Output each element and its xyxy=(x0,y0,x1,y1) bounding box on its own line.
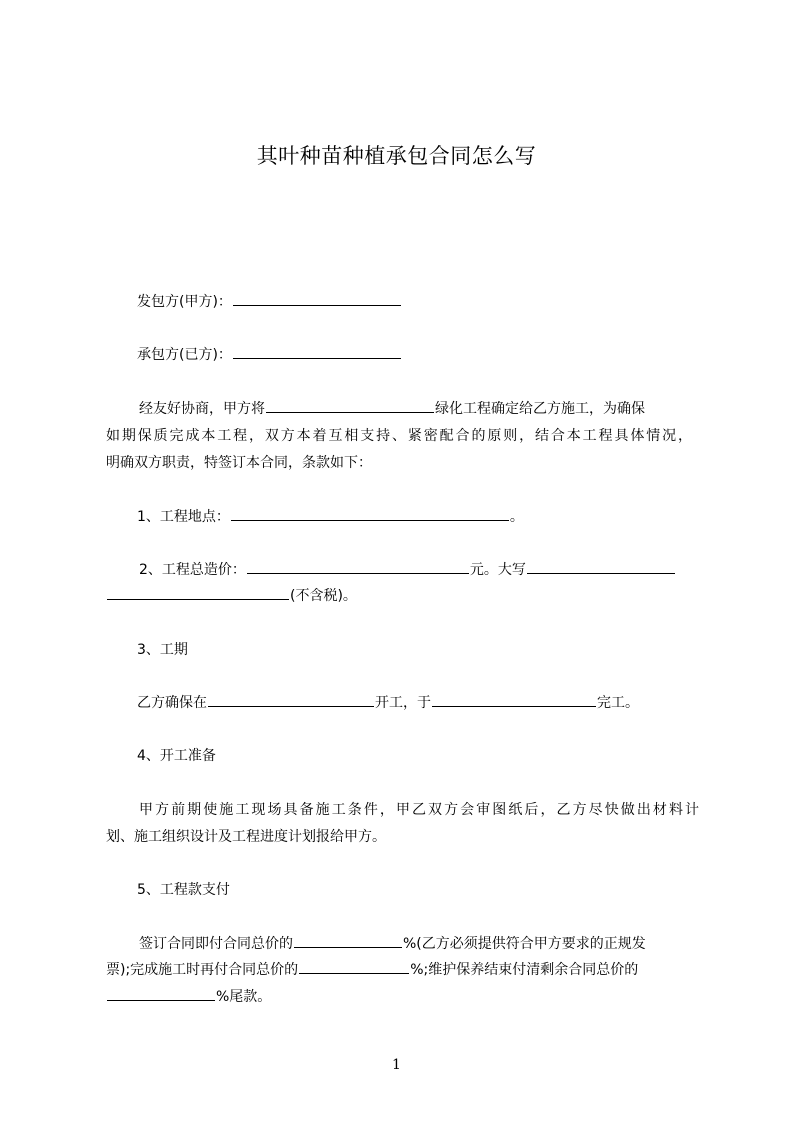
intro-text-2: 绿化工程确定给乙方施工，为确保 xyxy=(435,401,645,417)
party-b-line xyxy=(137,343,402,367)
page-number: 1 xyxy=(392,1057,401,1073)
price-uppercase-blank xyxy=(527,558,675,574)
clause-4-line-2: 划、施工组织设计及工程进度计划报给甲方。 xyxy=(106,829,386,845)
clause-4-heading: 4、开工准备 xyxy=(137,748,216,764)
clause-2-tax-note: (不含税)。 xyxy=(290,588,357,604)
party-a-label: 发包方(甲方)： xyxy=(137,294,232,310)
clause-5-text-3b: %尾款。 xyxy=(216,989,272,1005)
party-a-line xyxy=(137,290,402,314)
location-blank xyxy=(231,505,509,521)
total-price-blank xyxy=(247,558,469,574)
clause-3-line xyxy=(137,691,639,715)
clause-3-text-2: 开工，于 xyxy=(375,695,431,711)
clause-3-text-3: 完工。 xyxy=(597,695,639,711)
clause-3-heading: 3、工期 xyxy=(137,642,188,658)
clause-5-line-3 xyxy=(106,985,271,1009)
intro-line-1 xyxy=(139,397,645,421)
clause-5-heading: 5、工程款支付 xyxy=(137,882,230,898)
clause-1-end: 。 xyxy=(509,509,524,525)
price-uppercase-blank-cont xyxy=(107,584,289,600)
clause-1-label: 1、工程地点： xyxy=(137,509,230,525)
clause-3-text-1: 乙方确保在 xyxy=(137,695,207,711)
clause-5-text-1a: 签订合同即付合同总价的 xyxy=(139,936,293,952)
clause-5-text-2a: 票);完成施工时再付合同总价的 xyxy=(106,962,299,978)
final-payment-blank xyxy=(107,985,215,1001)
intro-line-2: 如期保质完成本工程，双方本着互相支持、紧密配合的原则，结合本工程具体情况， xyxy=(106,428,692,444)
clause-4-line-1: 甲方前期使施工现场具备施工条件，甲乙双方会审图纸后，乙方尽快做出材料计 xyxy=(139,802,699,818)
party-b-label: 承包方(已方)： xyxy=(137,347,232,363)
clause-5-text-2b: %;维护保养结束付清剩余合同总价的 xyxy=(410,962,639,978)
clause-2-line-2 xyxy=(106,584,357,608)
clause-5-line-1 xyxy=(139,932,646,956)
party-a-blank xyxy=(233,290,401,306)
clause-2-line-1 xyxy=(139,558,676,582)
end-date-blank xyxy=(432,691,596,707)
second-payment-blank xyxy=(299,958,409,974)
clause-1-line xyxy=(137,505,524,529)
start-date-blank xyxy=(208,691,374,707)
document-title: 其叶种苗种植承包合同怎么写 xyxy=(256,144,537,168)
clause-5-line-2 xyxy=(106,958,638,982)
clause-5-text-1b: %(乙方必须提供符合甲方要求的正规发 xyxy=(403,936,646,952)
party-b-blank xyxy=(233,343,401,359)
project-name-blank xyxy=(266,397,434,413)
intro-line-3: 明确双方职责，特签订本合同，条款如下： xyxy=(106,455,372,471)
clause-2-yuan: 元。大写 xyxy=(469,562,526,578)
intro-text-1: 经友好协商，甲方将 xyxy=(139,401,265,417)
clause-2-label: 2、工程总造价： xyxy=(139,562,246,578)
first-payment-blank xyxy=(294,932,402,948)
